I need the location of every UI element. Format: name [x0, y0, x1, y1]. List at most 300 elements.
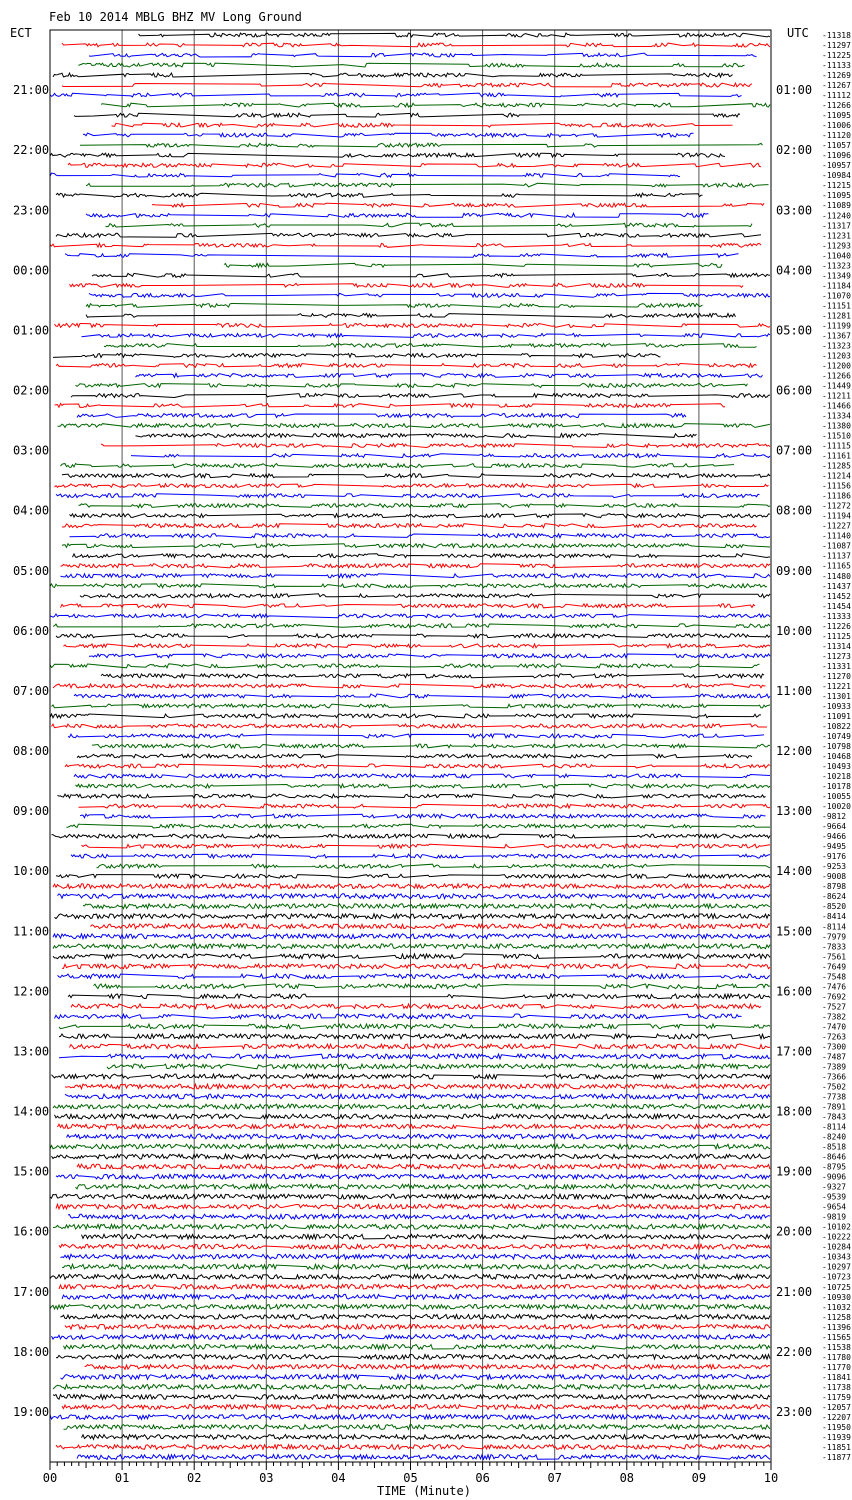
left-hour-label: 04:00 — [13, 503, 50, 518]
right-hour-label: 20:00 — [776, 1224, 813, 1239]
left-hour-label: 16:00 — [13, 1224, 50, 1239]
trace-line — [64, 644, 771, 648]
left-hour-label: 15:00 — [13, 1164, 50, 1179]
trace-line — [71, 394, 770, 398]
trace-offset: -9008 — [822, 872, 847, 882]
trace-line — [53, 73, 733, 77]
trace-line — [58, 974, 771, 979]
trace-line — [61, 604, 756, 608]
trace-offset: -11240 — [822, 211, 851, 221]
trace-offset: -8114 — [822, 922, 847, 932]
trace-offset: -11184 — [822, 281, 851, 291]
right-hour-label: 05:00 — [776, 323, 813, 338]
trace-offset: -7476 — [822, 982, 847, 992]
trace-line — [94, 984, 771, 989]
left-hour-label: 18:00 — [13, 1344, 50, 1359]
trace-line — [101, 674, 764, 678]
trace-offset: -11226 — [822, 621, 851, 631]
trace-offset: -7366 — [822, 1072, 847, 1082]
trace-line — [224, 263, 722, 267]
trace-line — [58, 1124, 771, 1129]
trace-line — [68, 1214, 770, 1219]
trace-offset: -10020 — [822, 802, 851, 812]
trace-offset: -10723 — [822, 1272, 851, 1282]
trace-offset: -10343 — [822, 1252, 851, 1262]
trace-line — [61, 1254, 771, 1259]
trace-line — [71, 1004, 761, 1009]
trace-line — [50, 153, 725, 157]
trace-line — [106, 223, 753, 227]
trace-offset: -9819 — [822, 1212, 847, 1222]
trace-offset: -10055 — [822, 792, 851, 802]
trace-line — [58, 424, 771, 428]
trace-line — [62, 83, 752, 87]
right-hour-label: 11:00 — [776, 683, 813, 698]
trace-line — [53, 944, 770, 949]
trace-offset: -12057 — [822, 1402, 851, 1412]
x-tick-label: 09 — [691, 1471, 707, 1485]
trace-offset: -11096 — [822, 151, 851, 161]
trace-line — [74, 774, 770, 778]
trace-line — [65, 253, 739, 257]
trace-offset: -7692 — [822, 992, 847, 1002]
trace-line — [79, 63, 745, 67]
trace-offset: -11211 — [822, 391, 851, 401]
trace-offset: -10749 — [822, 731, 851, 741]
x-tick-label: 02 — [186, 1471, 202, 1485]
trace-offset: -11032 — [822, 1302, 851, 1312]
trace-offset: -11367 — [822, 331, 851, 341]
trace-offset: -11225 — [822, 51, 851, 61]
trace-line — [76, 384, 748, 388]
trace-line — [67, 1134, 771, 1139]
trace-offset: -7527 — [822, 1002, 847, 1012]
trace-line — [139, 33, 771, 37]
right-hour-label: 19:00 — [776, 1164, 813, 1179]
trace-offset: -11269 — [822, 71, 851, 81]
trace-line — [55, 1114, 771, 1119]
trace-line — [56, 193, 703, 197]
trace-offset: -11454 — [822, 601, 851, 611]
trace-line — [62, 1405, 770, 1410]
trace-line — [101, 103, 770, 107]
trace-offset: -11087 — [822, 541, 851, 551]
trace-offset: -11267 — [822, 81, 851, 91]
trace-offset: -11095 — [822, 191, 851, 201]
trace-line — [53, 624, 770, 628]
trace-offset: -7548 — [822, 972, 847, 982]
trace-offset: -11780 — [822, 1352, 851, 1362]
trace-offset: -8624 — [822, 892, 847, 902]
trace-line — [77, 1455, 770, 1460]
trace-offset: -11057 — [822, 141, 851, 151]
trace-offset: -11349 — [822, 271, 851, 281]
trace-line — [61, 564, 771, 568]
left-hour-label: 05:00 — [13, 563, 50, 578]
left-hour-label: 12:00 — [13, 984, 50, 999]
trace-offset: -10957 — [822, 161, 851, 171]
trace-line — [152, 203, 764, 207]
left-hour-label: 23:00 — [13, 203, 50, 218]
trace-offset: -11331 — [822, 661, 851, 671]
trace-offset: -11273 — [822, 651, 851, 661]
trace-offset: -11317 — [822, 221, 851, 231]
trace-offset: -11323 — [822, 341, 851, 351]
x-tick-label: 08 — [619, 1471, 635, 1485]
trace-offset: -11285 — [822, 461, 851, 471]
trace-offset: -11437 — [822, 581, 851, 591]
x-axis-label: TIME (Minute) — [377, 1484, 471, 1498]
trace-offset: -10493 — [822, 762, 851, 772]
trace-offset: -11165 — [822, 561, 851, 571]
trace-line — [56, 494, 760, 498]
trace-offset: -7738 — [822, 1092, 847, 1102]
trace-line — [50, 584, 767, 588]
trace-line — [79, 804, 771, 808]
right-hour-label: 10:00 — [776, 623, 813, 638]
trace-line — [70, 514, 771, 518]
trace-offset: -11040 — [822, 251, 851, 261]
trace-line — [53, 934, 770, 939]
trace-line — [89, 53, 757, 57]
right-hour-label: 16:00 — [776, 984, 813, 999]
left-hour-label: 14:00 — [13, 1104, 50, 1119]
trace-line — [74, 694, 770, 698]
trace-line — [85, 1365, 771, 1370]
trace-offset: -10218 — [822, 772, 851, 782]
trace-offset: -11334 — [822, 411, 851, 421]
right-hour-label: 07:00 — [776, 443, 813, 458]
trace-offset: -10798 — [822, 742, 851, 751]
trace-offset: -11301 — [822, 691, 851, 701]
trace-offset: -7470 — [822, 1022, 847, 1032]
trace-line — [53, 684, 766, 688]
trace-line — [136, 374, 763, 378]
left-hour-label: 21:00 — [13, 83, 50, 98]
trace-line — [62, 43, 770, 47]
left-hour-label: 09:00 — [13, 804, 50, 819]
trace-offset: -11266 — [822, 101, 851, 111]
trace-line — [112, 123, 733, 127]
right-hour-label: 03:00 — [776, 203, 813, 218]
left-hour-label: 08:00 — [13, 744, 50, 759]
trace-offset: -10222 — [822, 1232, 851, 1242]
trace-offset: -7389 — [822, 1062, 847, 1072]
trace-offset: -8414 — [822, 912, 847, 922]
trace-offset: -11538 — [822, 1342, 851, 1352]
trace-offset: -11120 — [822, 131, 851, 141]
trace-offset: -11258 — [822, 1312, 851, 1322]
trace-line — [53, 1385, 770, 1390]
right-hour-label: 18:00 — [776, 1104, 813, 1119]
right-hour-label: 02:00 — [776, 143, 813, 158]
trace-line — [80, 143, 763, 147]
trace-line — [56, 1355, 770, 1360]
trace-offset: -11266 — [822, 371, 851, 381]
trace-offset: -11510 — [822, 431, 851, 441]
trace-line — [65, 1324, 770, 1329]
trace-line — [65, 1084, 770, 1089]
trace-offset: -11323 — [822, 261, 851, 271]
trace-line — [59, 1284, 770, 1289]
trace-offset: -11452 — [822, 591, 851, 601]
trace-offset: -11950 — [822, 1422, 851, 1432]
x-tick-label: 10 — [763, 1471, 779, 1485]
trace-offset: -11156 — [822, 481, 851, 491]
trace-offset: -11380 — [822, 421, 851, 431]
trace-offset: -7263 — [822, 1032, 847, 1042]
trace-offset: -11841 — [822, 1372, 851, 1382]
trace-line — [70, 283, 744, 287]
trace-offset: -8795 — [822, 1162, 847, 1172]
trace-line — [56, 364, 757, 368]
trace-offset: -11095 — [822, 111, 851, 121]
trace-offset: -10930 — [822, 1292, 851, 1302]
trace-line — [70, 1044, 771, 1049]
trace-line — [61, 574, 771, 578]
trace-offset: -10468 — [822, 752, 851, 762]
trace-line — [55, 404, 726, 408]
trace-line — [52, 724, 768, 728]
right-hour-label: 13:00 — [776, 804, 813, 819]
right-hour-label: 12:00 — [776, 744, 813, 759]
trace-line — [89, 654, 770, 658]
right-timezone-label: UTC — [787, 26, 809, 40]
trace-line — [65, 1094, 770, 1099]
trace-offset: -7843 — [822, 1112, 847, 1122]
trace-line — [91, 924, 771, 929]
trace-line — [53, 1395, 770, 1400]
trace-offset: -7561 — [822, 952, 847, 962]
x-tick-label: 06 — [475, 1471, 490, 1485]
trace-line — [82, 333, 771, 337]
trace-offset: -11281 — [822, 311, 851, 321]
trace-line — [55, 484, 769, 488]
left-hour-label: 11:00 — [13, 924, 50, 939]
trace-line — [62, 524, 757, 528]
trace-line — [80, 814, 766, 818]
trace-offset: -11006 — [822, 121, 851, 131]
trace-offset: -7891 — [822, 1102, 847, 1112]
trace-line — [53, 354, 661, 358]
trace-offset: -11565 — [822, 1332, 851, 1342]
left-hour-label: 06:00 — [13, 623, 50, 638]
left-hour-label: 07:00 — [13, 683, 50, 698]
trace-line — [50, 664, 760, 668]
trace-line — [82, 1435, 771, 1440]
trace-offset: -9253 — [822, 862, 847, 872]
chart-title: Feb 10 2014 MBLG BHZ MV Long Ground — [49, 10, 302, 24]
x-tick-label: 01 — [114, 1471, 130, 1485]
trace-line — [64, 1425, 771, 1430]
trace-line — [55, 323, 771, 327]
trace-line — [86, 303, 703, 307]
right-hour-label: 14:00 — [776, 864, 813, 879]
trace-line — [76, 1184, 771, 1189]
trace-line — [67, 824, 771, 828]
trace-line — [61, 464, 735, 468]
trace-line — [80, 594, 770, 598]
trace-offset: -8518 — [822, 1142, 847, 1152]
trace-line — [70, 534, 771, 538]
left-hour-label: 03:00 — [13, 443, 50, 458]
trace-line — [59, 1054, 770, 1059]
trace-offset: -11186 — [822, 491, 851, 501]
trace-line — [101, 444, 770, 448]
trace-offset: -8240 — [822, 1132, 847, 1142]
trace-line — [55, 914, 771, 919]
trace-offset: -10725 — [822, 1282, 851, 1292]
trace-offset: -11137 — [822, 551, 851, 561]
trace-line — [86, 183, 769, 187]
trace-line — [68, 734, 764, 738]
trace-offset: -8646 — [822, 1152, 847, 1162]
trace-line — [107, 1064, 770, 1069]
trace-line — [59, 1024, 770, 1029]
trace-line — [58, 794, 766, 798]
trace-offset: -9495 — [822, 842, 847, 852]
right-hour-label: 04:00 — [776, 263, 813, 278]
trace-offset: -12207 — [822, 1412, 851, 1422]
trace-offset: -11140 — [822, 531, 851, 541]
trace-offset: -11270 — [822, 671, 851, 681]
trace-line — [61, 1375, 771, 1380]
trace-offset: -7382 — [822, 1012, 847, 1022]
trace-offset: -11297 — [822, 41, 851, 51]
trace-offset: -11231 — [822, 231, 851, 241]
trace-line — [65, 764, 770, 768]
right-hour-label: 22:00 — [776, 1344, 813, 1359]
x-tick-label: 03 — [259, 1471, 274, 1485]
trace-offset: -7300 — [822, 1042, 847, 1052]
trace-offset: -11314 — [822, 641, 851, 651]
trace-offset: -9466 — [822, 832, 847, 842]
trace-line — [61, 1314, 771, 1319]
trace-offset: -7487 — [822, 1052, 847, 1062]
trace-offset: -9812 — [822, 812, 847, 822]
trace-offset: -9539 — [822, 1192, 847, 1202]
right-hour-label: 06:00 — [776, 383, 813, 398]
trace-offset: -11449 — [822, 381, 851, 391]
trace-line — [50, 243, 761, 247]
trace-offset: -9664 — [822, 822, 847, 832]
trace-offset: -10178 — [822, 782, 851, 792]
trace-line — [59, 1244, 770, 1249]
trace-line — [53, 954, 770, 959]
trace-line — [50, 714, 761, 718]
trace-line — [77, 754, 752, 758]
trace-line — [62, 1294, 770, 1299]
trace-offset: -11200 — [822, 361, 851, 371]
trace-offset: -11851 — [822, 1442, 851, 1452]
trace-line — [56, 874, 770, 878]
right-hour-label: 21:00 — [776, 1284, 813, 1299]
trace-offset: -11161 — [822, 451, 851, 461]
trace-line — [71, 854, 770, 858]
trace-line — [62, 1264, 770, 1269]
right-hour-label: 23:00 — [776, 1404, 813, 1419]
trace-offset: -11091 — [822, 711, 851, 721]
left-hour-label: 19:00 — [13, 1404, 50, 1419]
right-hour-label: 08:00 — [776, 503, 813, 518]
trace-line — [56, 233, 761, 237]
trace-offset: -8114 — [822, 1122, 847, 1132]
left-hour-label: 22:00 — [13, 143, 50, 158]
trace-offset: -11199 — [822, 321, 851, 331]
trace-offset: -9096 — [822, 1172, 847, 1182]
trace-line — [56, 634, 770, 638]
trace-offset: -11115 — [822, 441, 851, 451]
trace-line — [83, 904, 770, 909]
trace-offset: -7979 — [822, 932, 847, 942]
trace-line — [79, 504, 771, 508]
trace-offset: -10822 — [822, 721, 851, 731]
trace-line — [64, 1345, 771, 1350]
trace-line — [56, 1174, 770, 1179]
x-tick-label: 05 — [403, 1471, 418, 1485]
trace-offset: -7833 — [822, 942, 847, 952]
x-tick-label: 07 — [547, 1471, 562, 1485]
left-timezone-label: ECT — [10, 26, 32, 40]
trace-offset: -11272 — [822, 501, 851, 511]
trace-offset: -11221 — [822, 681, 851, 691]
left-hour-labels — [13, 83, 49, 1419]
trace-line — [50, 93, 742, 97]
trace-offset: -11133 — [822, 61, 851, 71]
trace-line — [82, 1234, 771, 1239]
trace-line — [74, 113, 740, 117]
trace-offset: -11318 — [822, 31, 851, 41]
trace-line — [82, 844, 771, 848]
trace-offset: -9176 — [822, 852, 847, 862]
trace-offset: -11227 — [822, 521, 851, 531]
trace-offset: -7649 — [822, 962, 847, 972]
left-hour-label: 13:00 — [13, 1044, 50, 1059]
trace-offset: -10984 — [822, 171, 851, 181]
trace-line — [131, 454, 770, 458]
trace-line — [62, 474, 770, 478]
trace-offset: -10284 — [822, 1242, 851, 1252]
trace-offset: -11203 — [822, 351, 851, 361]
trace-line — [59, 1034, 770, 1039]
trace-offset: -11125 — [822, 631, 851, 641]
trace-line — [86, 213, 709, 217]
x-tick-label: 00 — [42, 1471, 58, 1485]
trace-offset: -10933 — [822, 701, 851, 711]
trace-offset: -10297 — [822, 1262, 851, 1272]
left-hour-label: 10:00 — [13, 864, 50, 879]
trace-offset: -11112 — [822, 91, 851, 101]
trace-offset-labels — [822, 31, 851, 1462]
trace-offset: -11214 — [822, 471, 851, 481]
left-hour-label: 02:00 — [13, 383, 50, 398]
trace-offset: -11396 — [822, 1322, 851, 1332]
trace-line — [83, 133, 694, 137]
right-hour-label: 01:00 — [776, 83, 813, 98]
trace-line — [62, 964, 770, 969]
right-hour-label: 15:00 — [776, 924, 813, 939]
right-hour-label: 17:00 — [776, 1044, 813, 1059]
trace-line — [77, 414, 686, 418]
trace-offset: -11738 — [822, 1382, 851, 1392]
trace-offset: -11759 — [822, 1392, 851, 1402]
trace-line — [68, 163, 761, 167]
trace-line — [104, 344, 757, 348]
x-axis-ticks — [43, 1462, 778, 1485]
trace-line — [62, 544, 770, 548]
trace-line — [68, 994, 770, 999]
trace-offset: -11194 — [822, 511, 851, 521]
